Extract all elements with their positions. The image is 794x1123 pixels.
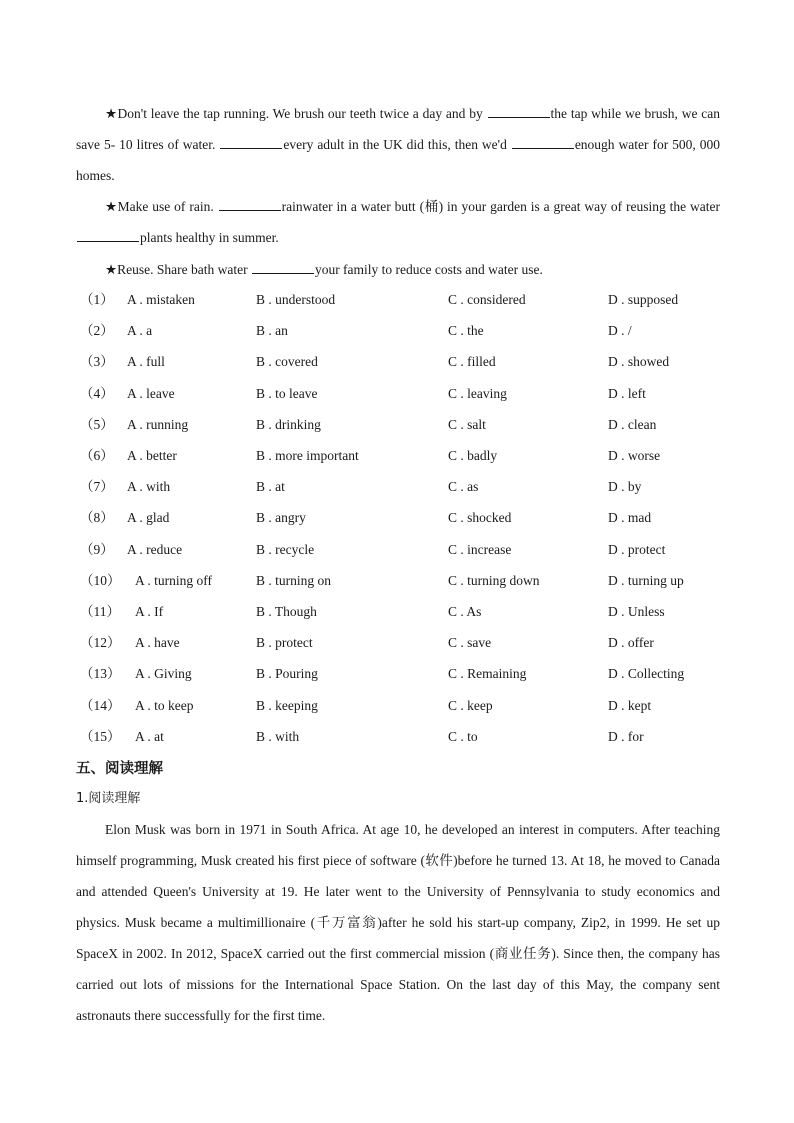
option-row (76, 440, 736, 471)
option-b: B . understood (256, 292, 336, 307)
question-number: （8） (80, 510, 114, 526)
option-b: B . recycle (256, 541, 315, 557)
option-d: D . turning up (608, 572, 684, 588)
option-d: D . offer (608, 635, 654, 651)
question-number: （9） (80, 541, 114, 557)
option-a: A . mistaken (127, 292, 195, 307)
option-row (76, 471, 736, 502)
option-c: C . to (448, 728, 478, 744)
option-d: D . kept (608, 697, 652, 713)
reading-passage: Elon Musk was born in 1971 in South Africa. At age 10, he developed an interest in computers. After teaching himself programming, Musk created his first piece of software (软件)before he turned 13. At 18, he moved to Canada and attended Queen's University at 19. He later went to the University of Pennsylvania to study economics and physics. Musk became a multimillionaire (千万富翁)after he sold his start-up company, Zip2, in 1999. He set up SpaceX in 2002. In 2012, SpaceX carried out the first commercial mission (商业任务). Since then, the company has carried out lots of missions for the International Space Station. On the last day of this May, the company sent astronauts there successfully for the first time. (76, 822, 720, 1023)
option-c: C . As (448, 604, 482, 619)
option-c: C . badly (448, 448, 498, 463)
option-c: C . the (448, 323, 484, 339)
question-number: （15） (80, 728, 121, 744)
cloze-paragraph-tap: ★Don't leave the tap running. We brush our teeth twice a day and by the tap while we brush, we can save 5- 10 litres of water. every adult in the UK did this, then we'd enough water for 500, 000 homes. (76, 98, 720, 191)
question-number: （13） (80, 666, 121, 682)
option-a: A . better (127, 448, 177, 463)
option-row (76, 658, 736, 689)
cloze-paragraph-reuse: ★Reuse. Share bath water your family to reduce costs and water use. (76, 254, 720, 285)
option-d: D . / (608, 323, 632, 339)
option-row (76, 346, 736, 377)
option-a: A . running (127, 416, 189, 432)
option-c: C . leaving (448, 385, 507, 401)
answer-blank (488, 103, 550, 118)
option-row (76, 502, 736, 533)
option-row (76, 565, 736, 596)
option-row (76, 284, 736, 315)
option-row (76, 627, 736, 658)
option-a: A . with (127, 479, 171, 495)
option-a: A . leave (127, 385, 175, 401)
option-d: D . mad (608, 510, 652, 526)
question-number: （10） (80, 572, 121, 588)
option-c: C . considered (448, 292, 526, 307)
question-number: （7） (80, 479, 114, 495)
answer-blank (220, 134, 282, 149)
option-b: B . to leave (256, 385, 318, 401)
option-d: D . Collecting (608, 666, 685, 682)
option-row (76, 409, 736, 440)
option-a: A . If (135, 604, 164, 619)
option-row (76, 690, 736, 721)
option-d: D . supposed (608, 292, 679, 307)
question-number: （4） (80, 385, 114, 401)
cloze-paragraph-rain: ★Make use of rain. rainwater in a water butt (桶) in your garden is a great way of reusing the water plants healthy in summer. (76, 191, 720, 253)
option-b: B . keeping (256, 697, 318, 713)
question-number: （14） (80, 697, 121, 713)
option-b: B . an (256, 323, 288, 339)
option-a: A . a (127, 323, 153, 339)
option-c: C . save (448, 635, 492, 651)
option-d: D . clean (608, 416, 657, 432)
option-c: C . turning down (448, 572, 540, 588)
star-icon: ★ (105, 199, 118, 214)
question-number: （3） (80, 354, 114, 370)
option-row (76, 315, 736, 346)
option-a: A . Giving (135, 666, 192, 682)
star-icon: ★ (105, 106, 118, 121)
section-title: 五、阅读理解 (76, 761, 163, 777)
option-a: A . have (135, 635, 180, 651)
option-b: B . more important (256, 448, 359, 463)
option-a: A . at (135, 728, 164, 744)
answer-blank (252, 259, 314, 274)
subsection-title: 1.阅读理解 (76, 791, 141, 806)
option-a: A . to keep (135, 697, 194, 713)
option-d: D . worse (608, 448, 661, 463)
option-a: A . reduce (127, 541, 183, 557)
option-b: B . drinking (256, 416, 321, 432)
option-b: B . Though (256, 604, 317, 619)
option-row (76, 596, 736, 627)
question-number: （6） (80, 448, 114, 463)
option-b: B . covered (256, 354, 318, 370)
answer-blank (219, 196, 281, 211)
option-b: B . with (256, 728, 300, 744)
option-row (76, 534, 736, 565)
option-c: C . Remaining (448, 666, 527, 682)
question-number: （12） (80, 635, 121, 651)
option-d: D . by (608, 479, 642, 495)
question-number: （5） (80, 416, 114, 432)
option-a: A . full (127, 354, 165, 370)
option-b: B . at (256, 479, 285, 495)
option-d: D . Unless (608, 604, 665, 619)
option-d: D . showed (608, 354, 670, 370)
option-b: B . Pouring (256, 666, 318, 682)
option-c: C . filled (448, 354, 496, 370)
option-row (76, 378, 736, 409)
option-a: A . turning off (135, 572, 212, 588)
question-number: （2） (80, 323, 114, 339)
option-c: C . keep (448, 697, 493, 713)
option-b: B . angry (256, 510, 306, 526)
option-b: B . turning on (256, 572, 332, 588)
option-d: D . for (608, 728, 644, 744)
option-c: C . shocked (448, 510, 512, 526)
option-c: C . salt (448, 416, 486, 432)
option-b: B . protect (256, 635, 313, 651)
option-c: C . increase (448, 541, 512, 557)
answer-blank (77, 227, 139, 242)
option-a: A . glad (127, 510, 170, 526)
option-c: C . as (448, 479, 479, 495)
question-number: （1） (80, 292, 114, 307)
option-d: D . protect (608, 541, 666, 557)
question-number: （11） (80, 604, 120, 619)
option-row (76, 721, 736, 752)
answer-blank (512, 134, 574, 149)
option-d: D . left (608, 385, 646, 401)
star-icon: ★ (105, 262, 118, 277)
